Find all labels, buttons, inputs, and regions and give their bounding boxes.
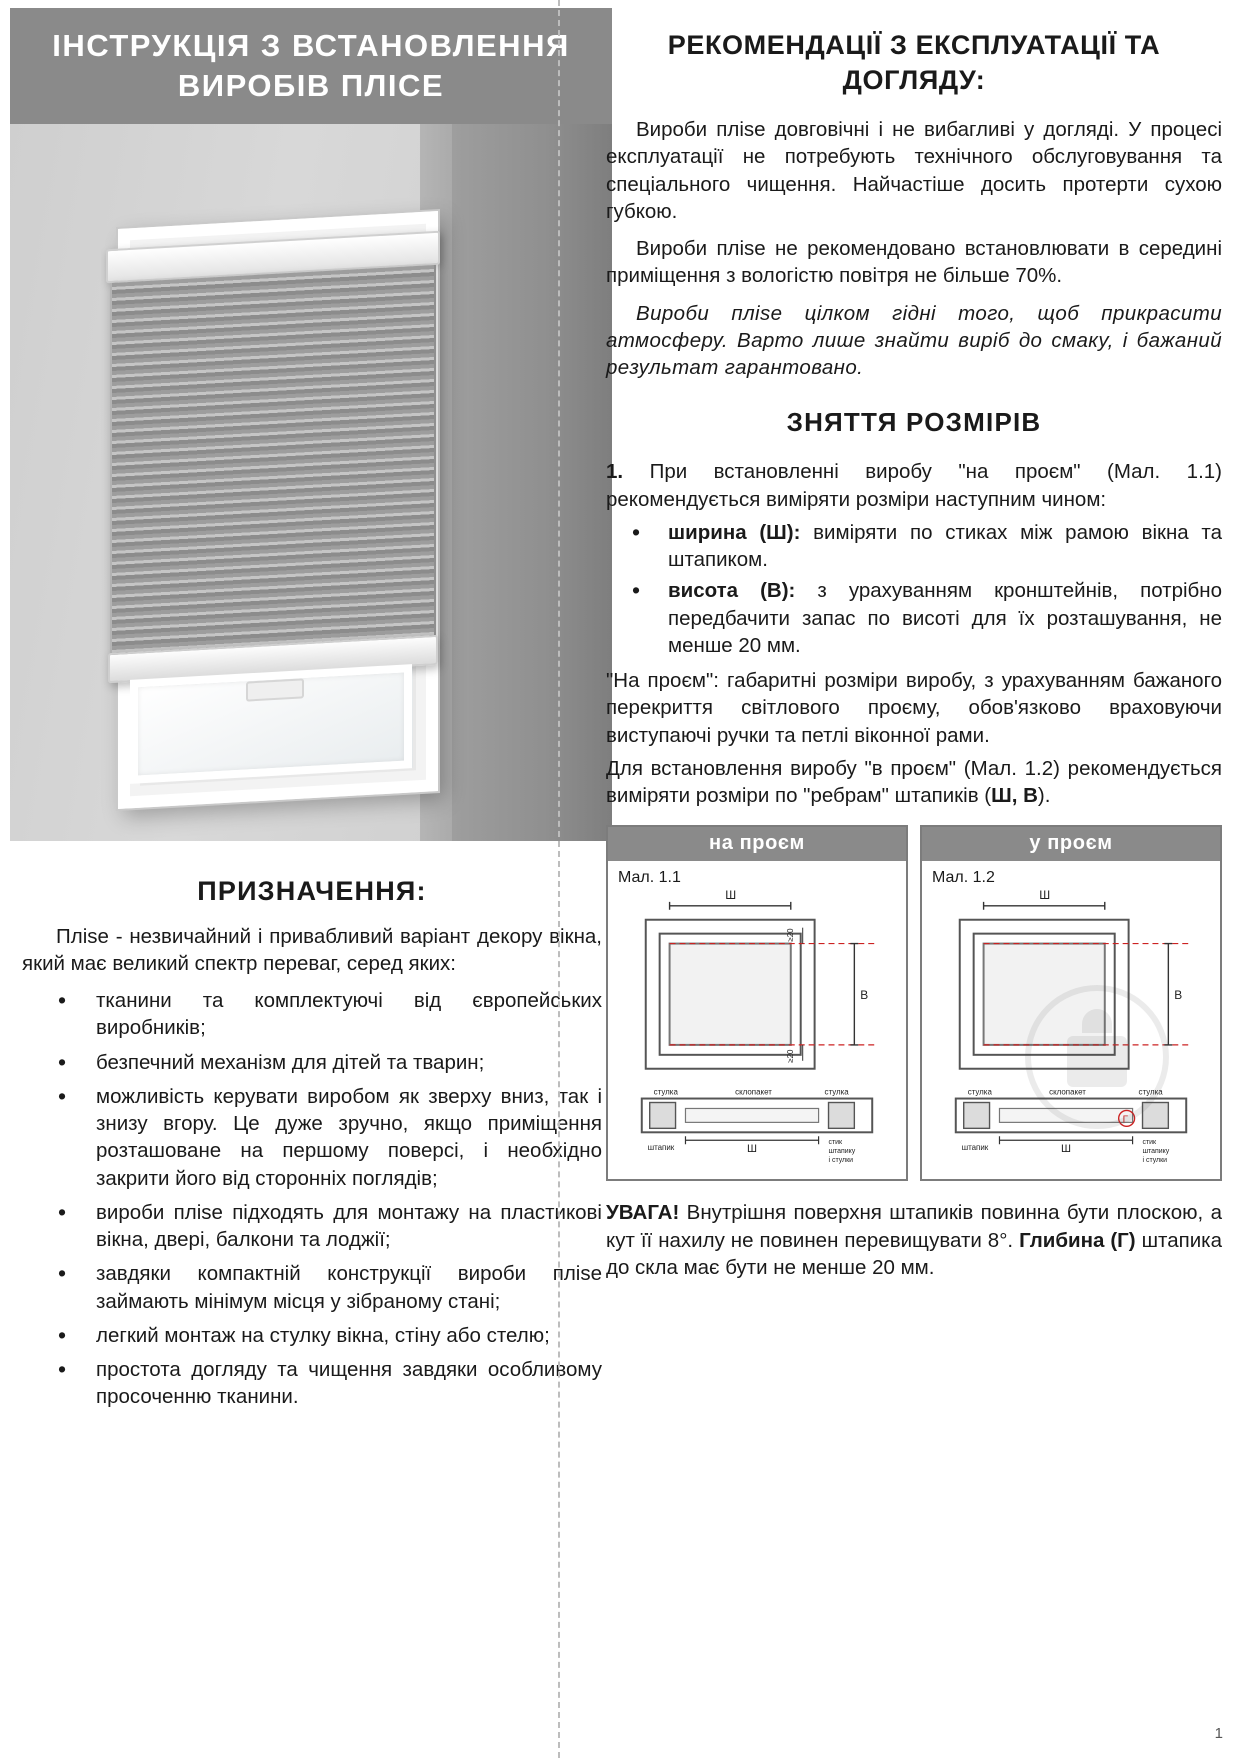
svg-text:Г: Г: [1122, 1114, 1129, 1126]
purpose-intro: Пліse - незвичайний і привабливий варіант декору вікна, який має великий спектр переваг, серед яких:: [22, 925, 602, 976]
measurement-title: ЗНЯТТЯ РОЗМІРІВ: [786, 407, 1042, 438]
svg-text:штапик: штапик: [961, 1143, 989, 1153]
warning-text-1: Внутрішня поверхня штапиків повинна бути плоскою, а кут її нахилу не повинен перевищувати 8°.: [606, 1201, 1222, 1252]
paragraph-v-proem-pre: Для встановлення виробу "в проєм" (Мал. 1.2) рекомендується виміряти розміри по "ребрам" штапиків (: [606, 756, 1222, 808]
svg-text:Ш: Ш: [1061, 1143, 1072, 1156]
page-number: 1: [1214, 1725, 1223, 1742]
svg-text:і стулки: і стулки: [1142, 1157, 1167, 1165]
list-item: • завдяки компактній конструкції вироби пліse займають мінімум місця у зібраному стані;: [40, 1260, 602, 1315]
svg-text:стик: стик: [828, 1139, 843, 1147]
svg-text:склопакет: склопакет: [735, 1087, 772, 1097]
list-item: • простота догляду та чищення завдяки особливому просоченню тканини.: [40, 1356, 602, 1411]
warning-label: УВАГА!: [606, 1201, 680, 1225]
measurement-intro-text: При встановленні виробу "на проєм" (Мал. 1.1) рекомендується виміряти розміри наступним чином:: [606, 460, 1222, 511]
svg-text:стулка: стулка: [967, 1087, 992, 1097]
list-item: • легкий монтаж на стулку вікна, стіну або стелю;: [40, 1322, 602, 1349]
list-item: • тканини та комплектуючі від європейських виробників;: [40, 987, 602, 1042]
list-item: • можливість керувати виробом як зверху вниз, так і знизу вгору. Це дуже зручно, якщо приміщення розташоване на першому поверсі, і необхідно закрити його від сторонніх поглядів;: [40, 1083, 602, 1192]
svg-text:Ш: Ш: [1039, 888, 1051, 903]
svg-text:Ш: Ш: [725, 888, 737, 903]
left-header-banner: [10, 8, 612, 124]
bullet-text-width: виміряти по стиках між рамою вікна та штапиком.: [668, 520, 1222, 572]
svg-text:штапику: штапику: [828, 1148, 856, 1156]
photo-side-wall: [452, 124, 612, 841]
diagram-na-proem-figure-label: Мал. 1.1: [618, 869, 681, 887]
svg-text:стулка: стулка: [653, 1087, 678, 1097]
svg-text:стик: стик: [1142, 1139, 1157, 1147]
list-item: • безпечний механізм для дітей та тварин;: [40, 1049, 602, 1076]
page-title: ІНСТРУКЦІЯ З ВСТАНОВЛЕННЯ ВИРОБІВ ПЛІСЕ: [52, 28, 570, 103]
diagram-na-proem-body: [608, 861, 906, 1179]
svg-text:В: В: [860, 988, 869, 1003]
svg-text:стулка: стулка: [1138, 1087, 1163, 1097]
measurement-intro: [606, 458, 1222, 513]
paragraph-v-proem-bold: Ш, В: [991, 784, 1038, 808]
svg-text:склопакет: склопакет: [1049, 1087, 1086, 1097]
care-paragraph-3: Вироби пліse цілком гідні того, щоб прикрасити атмосферу. Варто лише знайти виріб до смаку, і бажаний результат гарантовано.: [606, 301, 1222, 380]
purpose-bullet-list: [14, 987, 610, 1411]
warning-bold-depth: Глибина (Г): [1019, 1228, 1136, 1252]
warning-paragraph: [606, 1199, 1222, 1281]
svg-text:≥20: ≥20: [785, 1050, 795, 1064]
column-divider: [558, 0, 560, 1758]
svg-text:В: В: [1174, 988, 1183, 1003]
watermark-icon: [1022, 982, 1172, 1132]
svg-text:стулка: стулка: [824, 1087, 849, 1097]
svg-text:≥20: ≥20: [785, 928, 795, 943]
care-recommendations-title: РЕКОМЕНДАЦІЇ З ЕКСПЛУАТАЦІЇ ТА ДОГЛЯДУ:: [667, 30, 1161, 96]
left-column: [0, 0, 612, 1758]
photo-pleated-fabric: [110, 265, 436, 655]
left-text-body: [14, 858, 610, 1418]
paragraph-v-proem-post: ).: [1037, 784, 1051, 808]
warning-text-2: штапика до скла має бути не менше 20 мм.: [606, 1228, 1222, 1280]
measurement-number: 1.: [606, 460, 624, 484]
paragraph-v-proem: [606, 755, 1222, 810]
purpose-title: ПРИЗНАЧЕННЯ:: [197, 876, 427, 906]
list-item: [606, 577, 1222, 659]
svg-text:штапику: штапику: [1142, 1148, 1170, 1156]
diagram-na-proem-drawing: [608, 883, 906, 1175]
list-item: [606, 519, 1222, 574]
bullet-text-height: з урахуванням кронштейнів, потрібно передбачити запас по висоті для їх розташування, не менше 20 мм.: [668, 579, 1222, 657]
measurement-bullet-list: [596, 519, 1232, 659]
care-paragraph-2: Вироби пліse не рекомендовано встановлювати в середині приміщення з вологістю повітря не більше 70%.: [606, 237, 1222, 288]
paragraph-na-proem: "На проєм": габаритні розміри виробу, з урахуванням бажаного перекриття світлового проєму, обов'язково враховуючи виступаючі ручки та петлі віконної рами.: [606, 669, 1222, 747]
photo-window-handle: [246, 678, 304, 701]
care-paragraph-1: Вироби пліse довговічні і не вибагливі у догляді. У процесі експлуатації не потребують технічного обслуговування та спеціального чищення. Найчастіше досить протерти сухою губкою.: [606, 118, 1222, 223]
diagram-v-proem-header: у проєм: [922, 827, 1220, 861]
product-photo: [10, 124, 612, 841]
svg-text:штапик: штапик: [647, 1143, 675, 1153]
svg-text:і стулки: і стулки: [828, 1157, 853, 1165]
list-item: • вироби пліse підходять для монтажу на пластикові вікна, двері, балкони та лоджії;: [40, 1199, 602, 1254]
right-column: [596, 14, 1232, 1282]
diagram-na-proem: [606, 825, 908, 1181]
bullet-label-height: висота (В):: [668, 579, 796, 603]
diagram-na-proem-header: на проєм: [608, 827, 906, 861]
svg-text:Ш: Ш: [747, 1143, 758, 1156]
bullet-label-width: ширина (Ш):: [668, 520, 801, 544]
diagram-v-proem-figure-label: Мал. 1.2: [932, 869, 995, 887]
